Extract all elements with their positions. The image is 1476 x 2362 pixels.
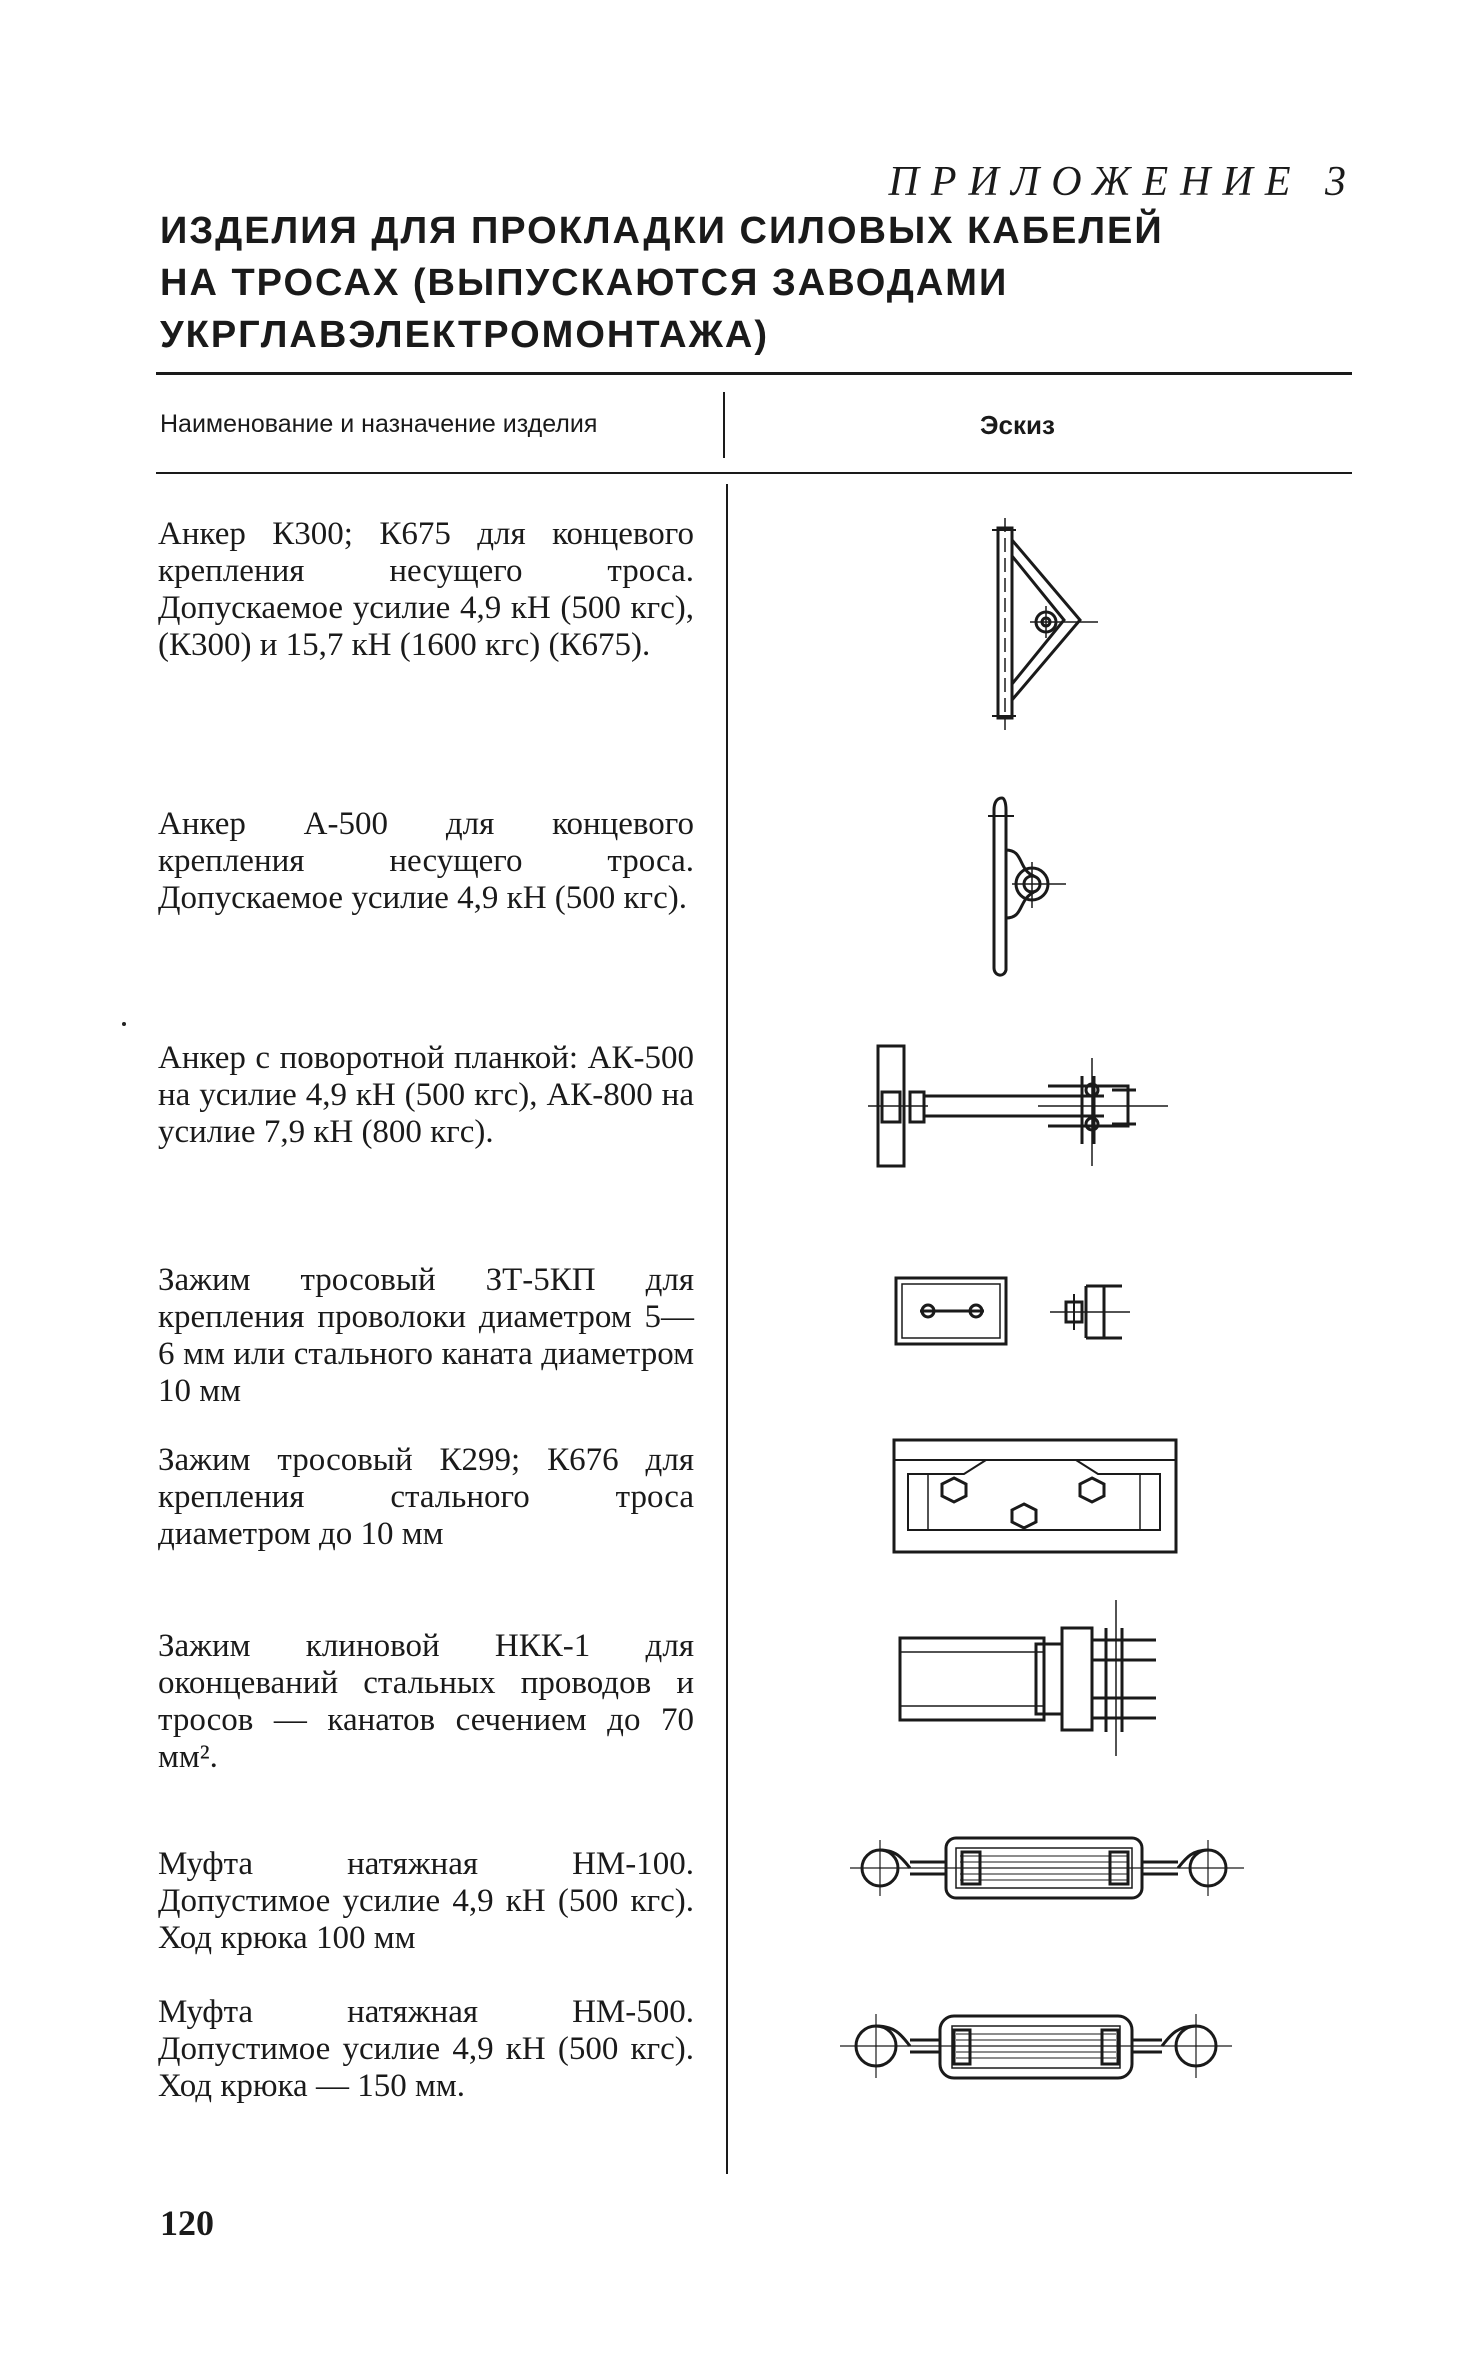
clamp-k299-icon	[888, 1434, 1180, 1560]
column-header-name: Наименование и назначение изделия	[160, 410, 598, 438]
turnbuckle-nm100-icon	[850, 1818, 1244, 1918]
wedge-clamp-icon	[886, 1600, 1166, 1756]
page-title	[160, 205, 1164, 361]
entry-text: Анкер с поворотной планкой: АК-500 на усилие 4,9 кН (500 кгс), АК-800 на усилие 7,9 кН (800 кгс).	[158, 1040, 694, 1150]
header-bottom-rule	[156, 472, 1352, 474]
anchor-swivel-icon	[868, 1034, 1184, 1174]
title-line: УКРГЛАВЭЛЕКТРОМОНТАЖА)	[160, 314, 770, 356]
clamp-zt5kp-icon	[890, 1266, 1160, 1358]
stray-mark	[122, 1022, 126, 1026]
title-line: НА ТРОСАХ (ВЫПУСКАЮТСЯ ЗАВОДАМИ	[160, 262, 1009, 304]
turnbuckle-nm500-icon	[840, 1990, 1232, 2100]
page-number: 120	[160, 2203, 214, 2243]
entry-text: Зажим тросовый ЗТ-5КП для крепления проволоки диаметром 5—6 мм или стального каната диаметром 10 мм	[158, 1262, 694, 1409]
entry-text: Анкер К300; К675 для концевого крепления несущего троса. Допускаемое усилие 4,9 кН (500 кгс), (К300) и 15,7 кН (1600 кгс) (К675).	[158, 516, 694, 663]
entry-text: Анкер А-500 для концевого крепления несущего троса. Допускаемое усилие 4,9 кН (500 кгс).	[158, 806, 694, 916]
entry-text: Муфта натяжная НМ-500. Допустимое усилие 4,9 кН (500 кгс). Ход крюка — 150 мм.	[158, 1994, 694, 2104]
appendix-label: ПРИЛОЖЕНИЕ 3	[888, 159, 1358, 205]
entry-text: Зажим тросовый К299; К676 для крепления стального троса диаметром до 10 мм	[158, 1442, 694, 1552]
table-top-rule	[156, 372, 1352, 375]
anchor-k300-icon	[990, 516, 1110, 732]
entry-text: Муфта натяжная НМ-100. Допустимое усилие 4,9 кН (500 кгс). Ход крюка 100 мм	[158, 1846, 694, 1956]
title-line: ИЗДЕЛИЯ ДЛЯ ПРОКЛАДКИ СИЛОВЫХ КАБЕЛЕЙ	[160, 210, 1164, 252]
column-header-sketch: Эскиз	[980, 410, 1055, 440]
anchor-a500-icon	[984, 790, 1094, 986]
column-divider	[726, 484, 728, 2174]
entry-text: Зажим клиновой НКК-1 для оконцеваний стальных проводов и тросов — канатов сечением до 70 мм².	[158, 1628, 694, 1775]
header-divider	[723, 392, 725, 458]
